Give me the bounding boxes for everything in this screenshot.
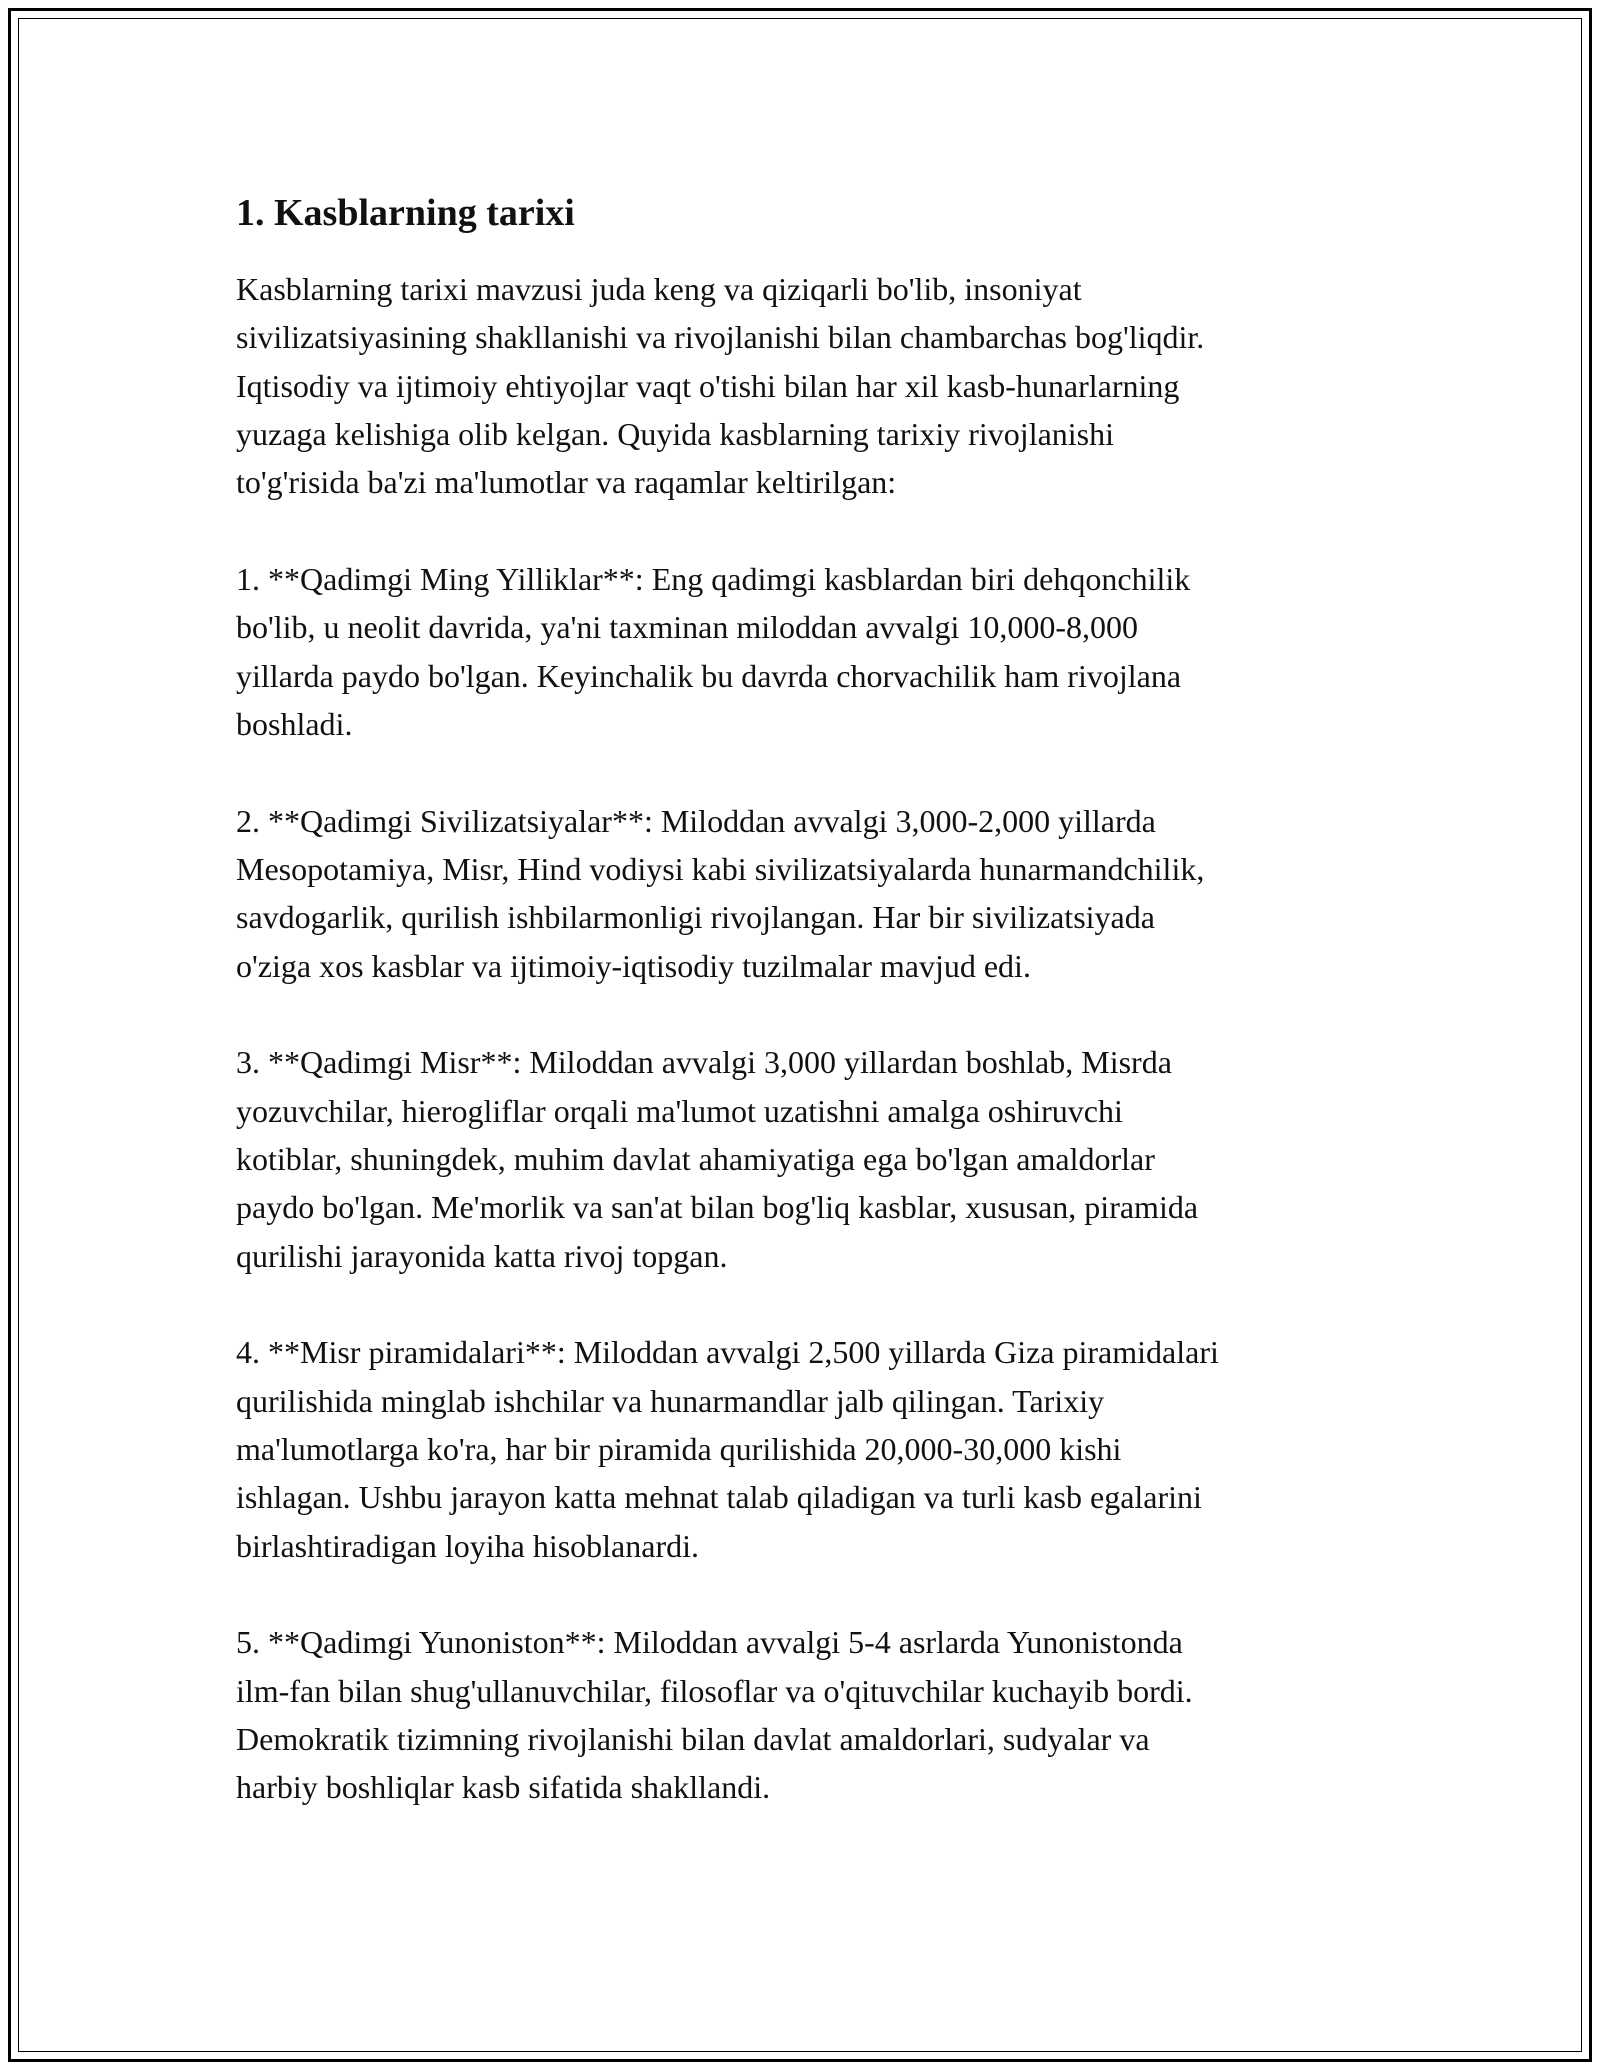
text-line: 1. **Qadimgi Ming Yilliklar**: Eng qadimgi kasblardan biri dehqonchilik <box>236 560 1191 597</box>
list-item-3 <box>236 1038 1386 1279</box>
text-line: qurilishi jarayonida katta rivoj topgan. <box>236 1237 728 1274</box>
text-line: 4. **Misr piramidalari**: Miloddan avvalgi 2,500 yillarda Giza piramidalari <box>236 1334 1219 1371</box>
text-line: boshladi. <box>236 705 353 742</box>
text-line: paydo bo'lgan. Me'morlik va san'at bilan bog'liq kasblar, xususan, piramida <box>236 1189 1199 1226</box>
text-line: Kasblarning tarixi mavzusi juda keng va qiziqarli bo'lib, insoniyat <box>236 271 1082 307</box>
text-line: ilm-fan bilan shug'ullanuvchilar, filosoflar va o'qituvchilar kuchayib bordi. <box>236 1672 1193 1709</box>
text-line: 3. **Qadimgi Misr**: Miloddan avvalgi 3,000 yillardan boshlab, Misrda <box>236 1044 1172 1081</box>
document-body <box>236 187 1386 1860</box>
list-item-2 <box>236 797 1386 990</box>
text-line: yuzaga kelishiga olib kelgan. Quyida kasblarning tarixiy rivojlanishi <box>236 415 1115 452</box>
list-item-5 <box>236 1618 1386 1811</box>
text-line: yillarda paydo bo'lgan. Keyinchalik bu davrda chorvachilik ham rivojlana <box>236 657 1182 694</box>
text-line: 5. **Qadimgi Yunoniston**: Miloddan avvalgi 5-4 asrlarda Yunonistonda <box>236 1624 1183 1661</box>
intro-paragraph <box>236 265 1386 506</box>
text-line: Iqtisodiy va ijtimoiy ehtiyojlar vaqt o'tishi bilan har xil kasb-hunarlarning <box>236 367 1180 404</box>
text-line: sivilizatsiyasining shakllanishi va rivojlanishi bilan chambarchas bog'liqdir. <box>236 319 1205 356</box>
text-line: o'ziga xos kasblar va ijtimoiy-iqtisodiy tuzilmalar mavjud edi. <box>236 947 1031 984</box>
text-line: kotiblar, shuningdek, muhim davlat ahamiyatiga ega bo'lgan amaldorlar <box>236 1140 1155 1177</box>
text-line: birlashtiradigan loyiha hisoblanardi. <box>236 1527 699 1564</box>
text-line: qurilishida minglab ishchilar va hunarmandlar jalb qilingan. Tarixiy <box>236 1382 1105 1419</box>
text-line: Demokratik tizimning rivojlanishi bilan davlat amaldorlari, sudyalar va <box>236 1720 1150 1757</box>
list-item-1 <box>236 555 1386 748</box>
text-line: to'g'risida ba'zi ma'lumotlar va raqamlar keltirilgan: <box>236 464 897 501</box>
text-line: ma'lumotlarga ko'ra, har bir piramida qurilishida 20,000-30,000 kishi <box>236 1430 1122 1467</box>
document-title: 1. Kasblarning tarixi <box>236 192 575 234</box>
text-line: harbiy boshliqlar kasb sifatida shakllandi. <box>236 1769 771 1806</box>
text-line: ishlagan. Ushbu jarayon katta mehnat talab qiladigan va turli kasb egalarini <box>236 1479 1202 1516</box>
text-line: yozuvchilar, hierogliflar orqali ma'lumot uzatishni amalga oshiruvchi <box>236 1092 1123 1129</box>
text-line: bo'lib, u neolit davrida, ya'ni taxminan miloddan avvalgi 10,000-8,000 <box>236 609 1139 646</box>
text-line: savdogarlik, qurilish ishbilarmonligi rivojlangan. Har bir sivilizatsiyada <box>236 899 1155 936</box>
text-line: Mesopotamiya, Misr, Hind vodiysi kabi sivilizatsiyalarda hunarmandchilik, <box>236 850 1205 887</box>
list-item-4 <box>236 1328 1386 1569</box>
text-line: 2. **Qadimgi Sivilizatsiyalar**: Miloddan avvalgi 3,000-2,000 yillarda <box>236 802 1156 839</box>
